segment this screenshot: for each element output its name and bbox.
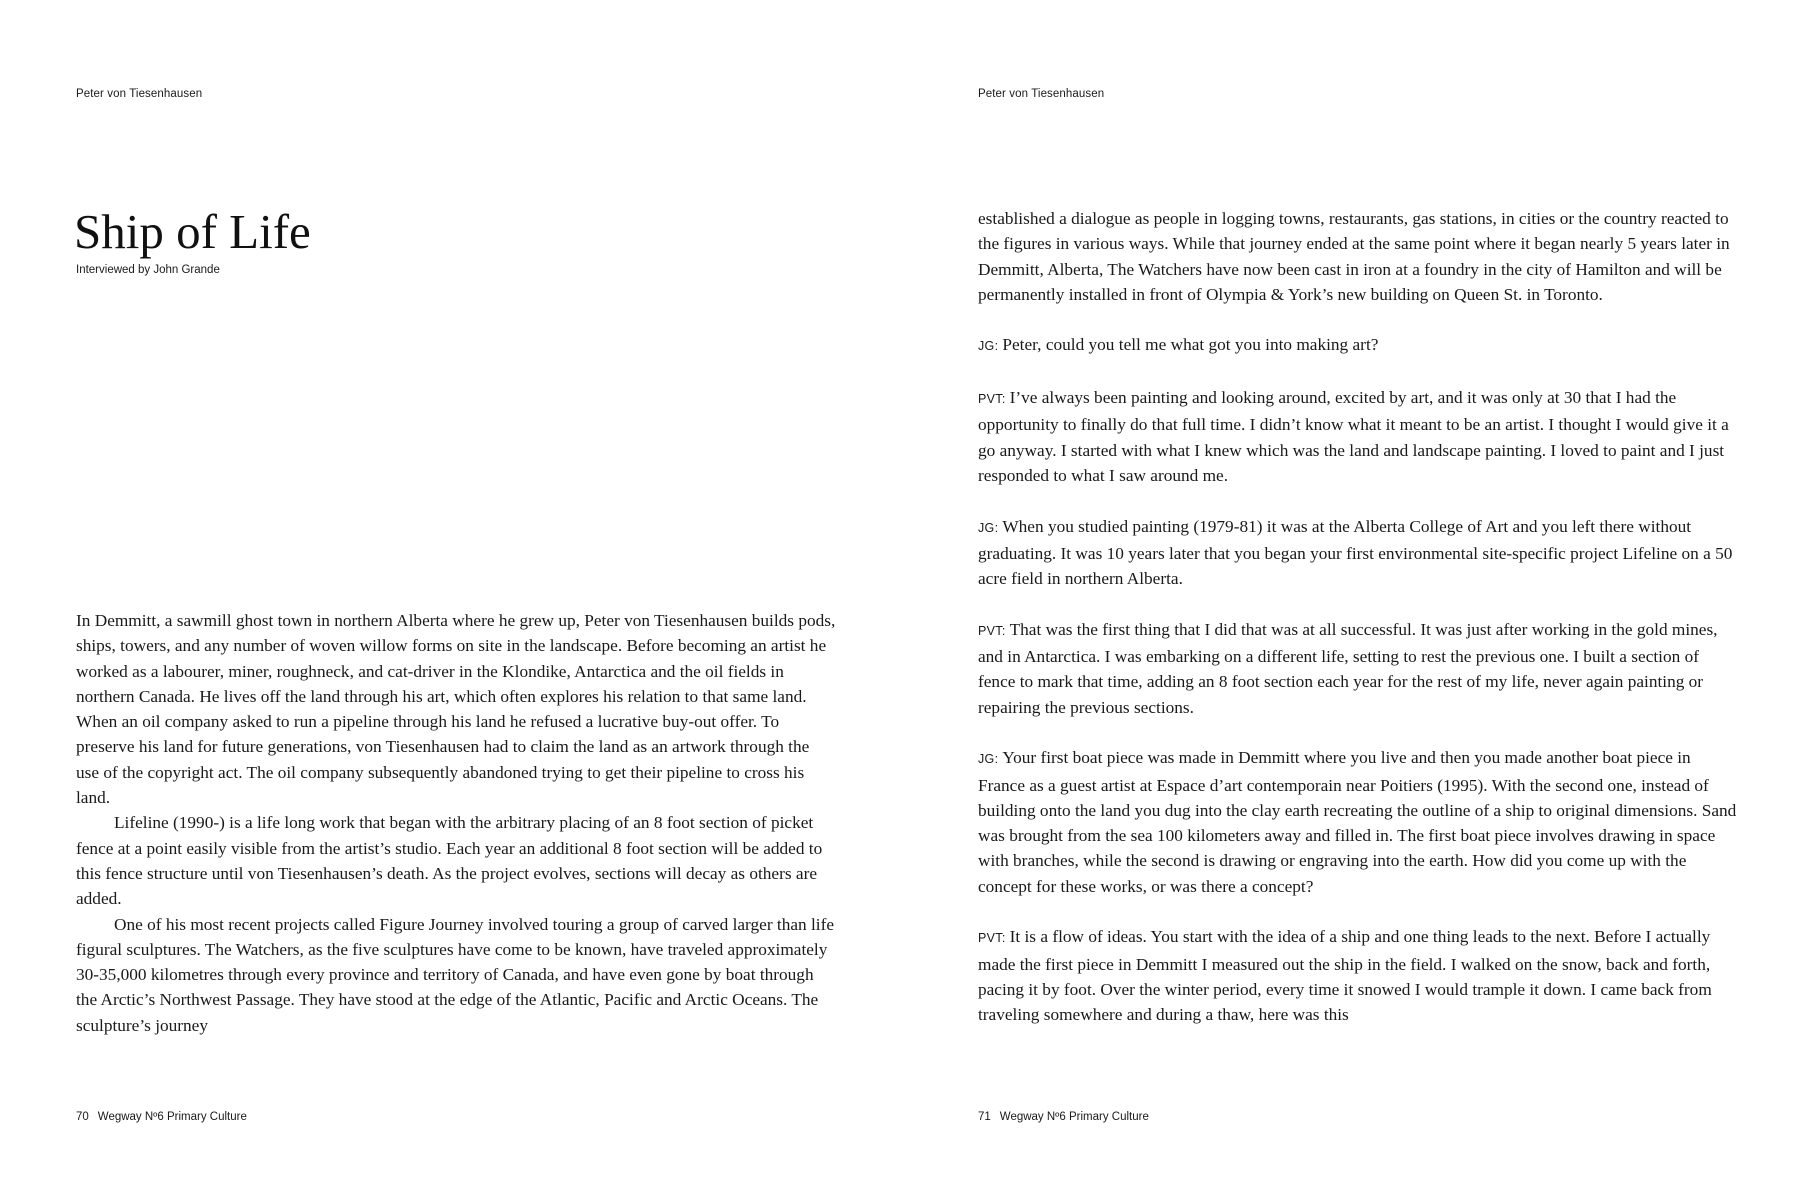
intro-body [76, 608, 836, 1038]
article-title: Ship of Life [74, 204, 311, 259]
body-paragraph: In Demmitt, a sawmill ghost town in northern Alberta where he grew up, Peter von Tiesenhausen builds pods, ships, towers, and any number of woven willow forms on site in the landscape. Before becoming an artist he worked as a labourer, miner, roughneck, and cat-driver in the Klondike, Antarctica and the oil fields in northern Canada. He lives off the land through his art, which often explores his relation to that same land. When an oil company asked to run a pipeline through his land he refused a lucrative buy-out offer. To preserve his land for future generations, von Tiesenhausen had to claim the land as an artwork through the use of the copyright act. The oil company subsequently abandoned trying to get their pipeline to cross his land. [76, 611, 836, 808]
page-number: 70 [76, 1111, 89, 1123]
interview-exchange [978, 924, 1740, 1027]
running-head: Peter von Tiesenhausen [978, 88, 1105, 100]
body-paragraph: Lifeline (1990-) is a life long work that began with the arbitrary placing of an 8 foot section of picket fence at a point easily visible from the artist’s studio. Each year an additional 8 foot section will be added to this fence structure until von Tiesenhausen’s death. As the project evolves, sections will decay as others are added. [76, 813, 823, 909]
interview-exchange [978, 617, 1740, 720]
publication-name: Wegway Nº6 Primary Culture [999, 1111, 1149, 1123]
speaker-label: PVT: [978, 392, 1006, 407]
right-page [900, 0, 1800, 1200]
exchange-text: It is a flow of ideas. You start with the idea of a ship and one thing leads to the next. Before I actually made the first piece in Demmitt I measured out the ship in the field. I walked on the snow, back and forth, pacing it by foot. Over the winter period, every time it snowed I would trample it down. I came back from traveling somewhere and during a thaw, here was this [978, 927, 1712, 1025]
speaker-label: PVT: [978, 931, 1006, 946]
interview-exchange [978, 332, 1740, 359]
publication-name: Wegway Nº6 Primary Culture [97, 1111, 247, 1123]
exchange-text: Peter, could you tell me what got you into making art? [1002, 335, 1379, 355]
exchange-text: I’ve always been painting and looking around, excited by art, and it was only at 30 that I had the opportunity to finally do that full time. I didn’t know what it meant to be an artist. I thought I would give it a go anyway. I started with what I knew which was the land and landscape painting. I loved to paint and I just responded to what I saw around me. [978, 388, 1729, 485]
folio [76, 1111, 247, 1123]
interview-exchange [978, 385, 1740, 488]
interview-exchange [978, 745, 1740, 899]
exchange-text: When you studied painting (1979-81) it was at the Alberta College of Art and you left there without graduating. It was 10 years later that you began your first environmental site-specific project Lifeline on a 50 acre field in northern Alberta. [978, 516, 1733, 589]
body-paragraph: One of his most recent projects called Figure Journey involved touring a group of carved larger than life figural sculptures. The Watchers, as the five sculptures have come to be known, have traveled approximately 30-35,000 kilometres through every province and territory of Canada, and have even gone by boat through the Arctic’s Northwest Passage. They have stood at the edge of the Atlantic, Pacific and Arctic Oceans. The sculpture’s journey [76, 914, 834, 1035]
exchange-text: Your first boat piece was made in Demmitt where you live and then you made another boat piece in France as a guest artist at Espace d’art contemporain near Poitiers (1995). With the second one, instead of building onto the land you dug into the clay earth recreating the outline of a ship to original dimensions. Sand was brought from the sea 100 kilometers away and filled in. The first boat piece involves drawing in space with branches, while the second is drawing or engraving into the earth. How did you come up with the concept for these works, or was there a concept? [978, 748, 1737, 896]
folio [978, 1111, 1149, 1123]
running-head: Peter von Tiesenhausen [76, 88, 203, 100]
interview-body [978, 206, 1740, 1028]
continuation-paragraph: established a dialogue as people in logging towns, restaurants, gas stations, in cities or the country reacted to the figures in various ways. While that journey ended at the same point where it began nearly 5 years later in Demmitt, Alberta, The Watchers have now been cast in iron at a foundry in the city of Hamilton and will be permanently installed in front of Olympia & York’s new building on Queen St. in Toronto. [978, 209, 1730, 304]
speaker-label: JG: [978, 752, 999, 767]
interview-exchange [978, 514, 1740, 592]
speaker-label: JG: [978, 339, 999, 354]
page-number: 71 [978, 1111, 991, 1123]
article-byline: Interviewed by John Grande [76, 264, 220, 276]
exchange-text: That was the first thing that I did that was at all successful. It was just after working in the gold mines, and in Antarctica. I was embarking on a different life, setting to rest the previous one. I built a section of fence to mark that time, adding an 8 foot section each year for the rest of my life, never again painting or repairing the previous sections. [978, 619, 1718, 717]
speaker-label: PVT: [978, 623, 1006, 638]
speaker-label: JG: [978, 520, 999, 535]
